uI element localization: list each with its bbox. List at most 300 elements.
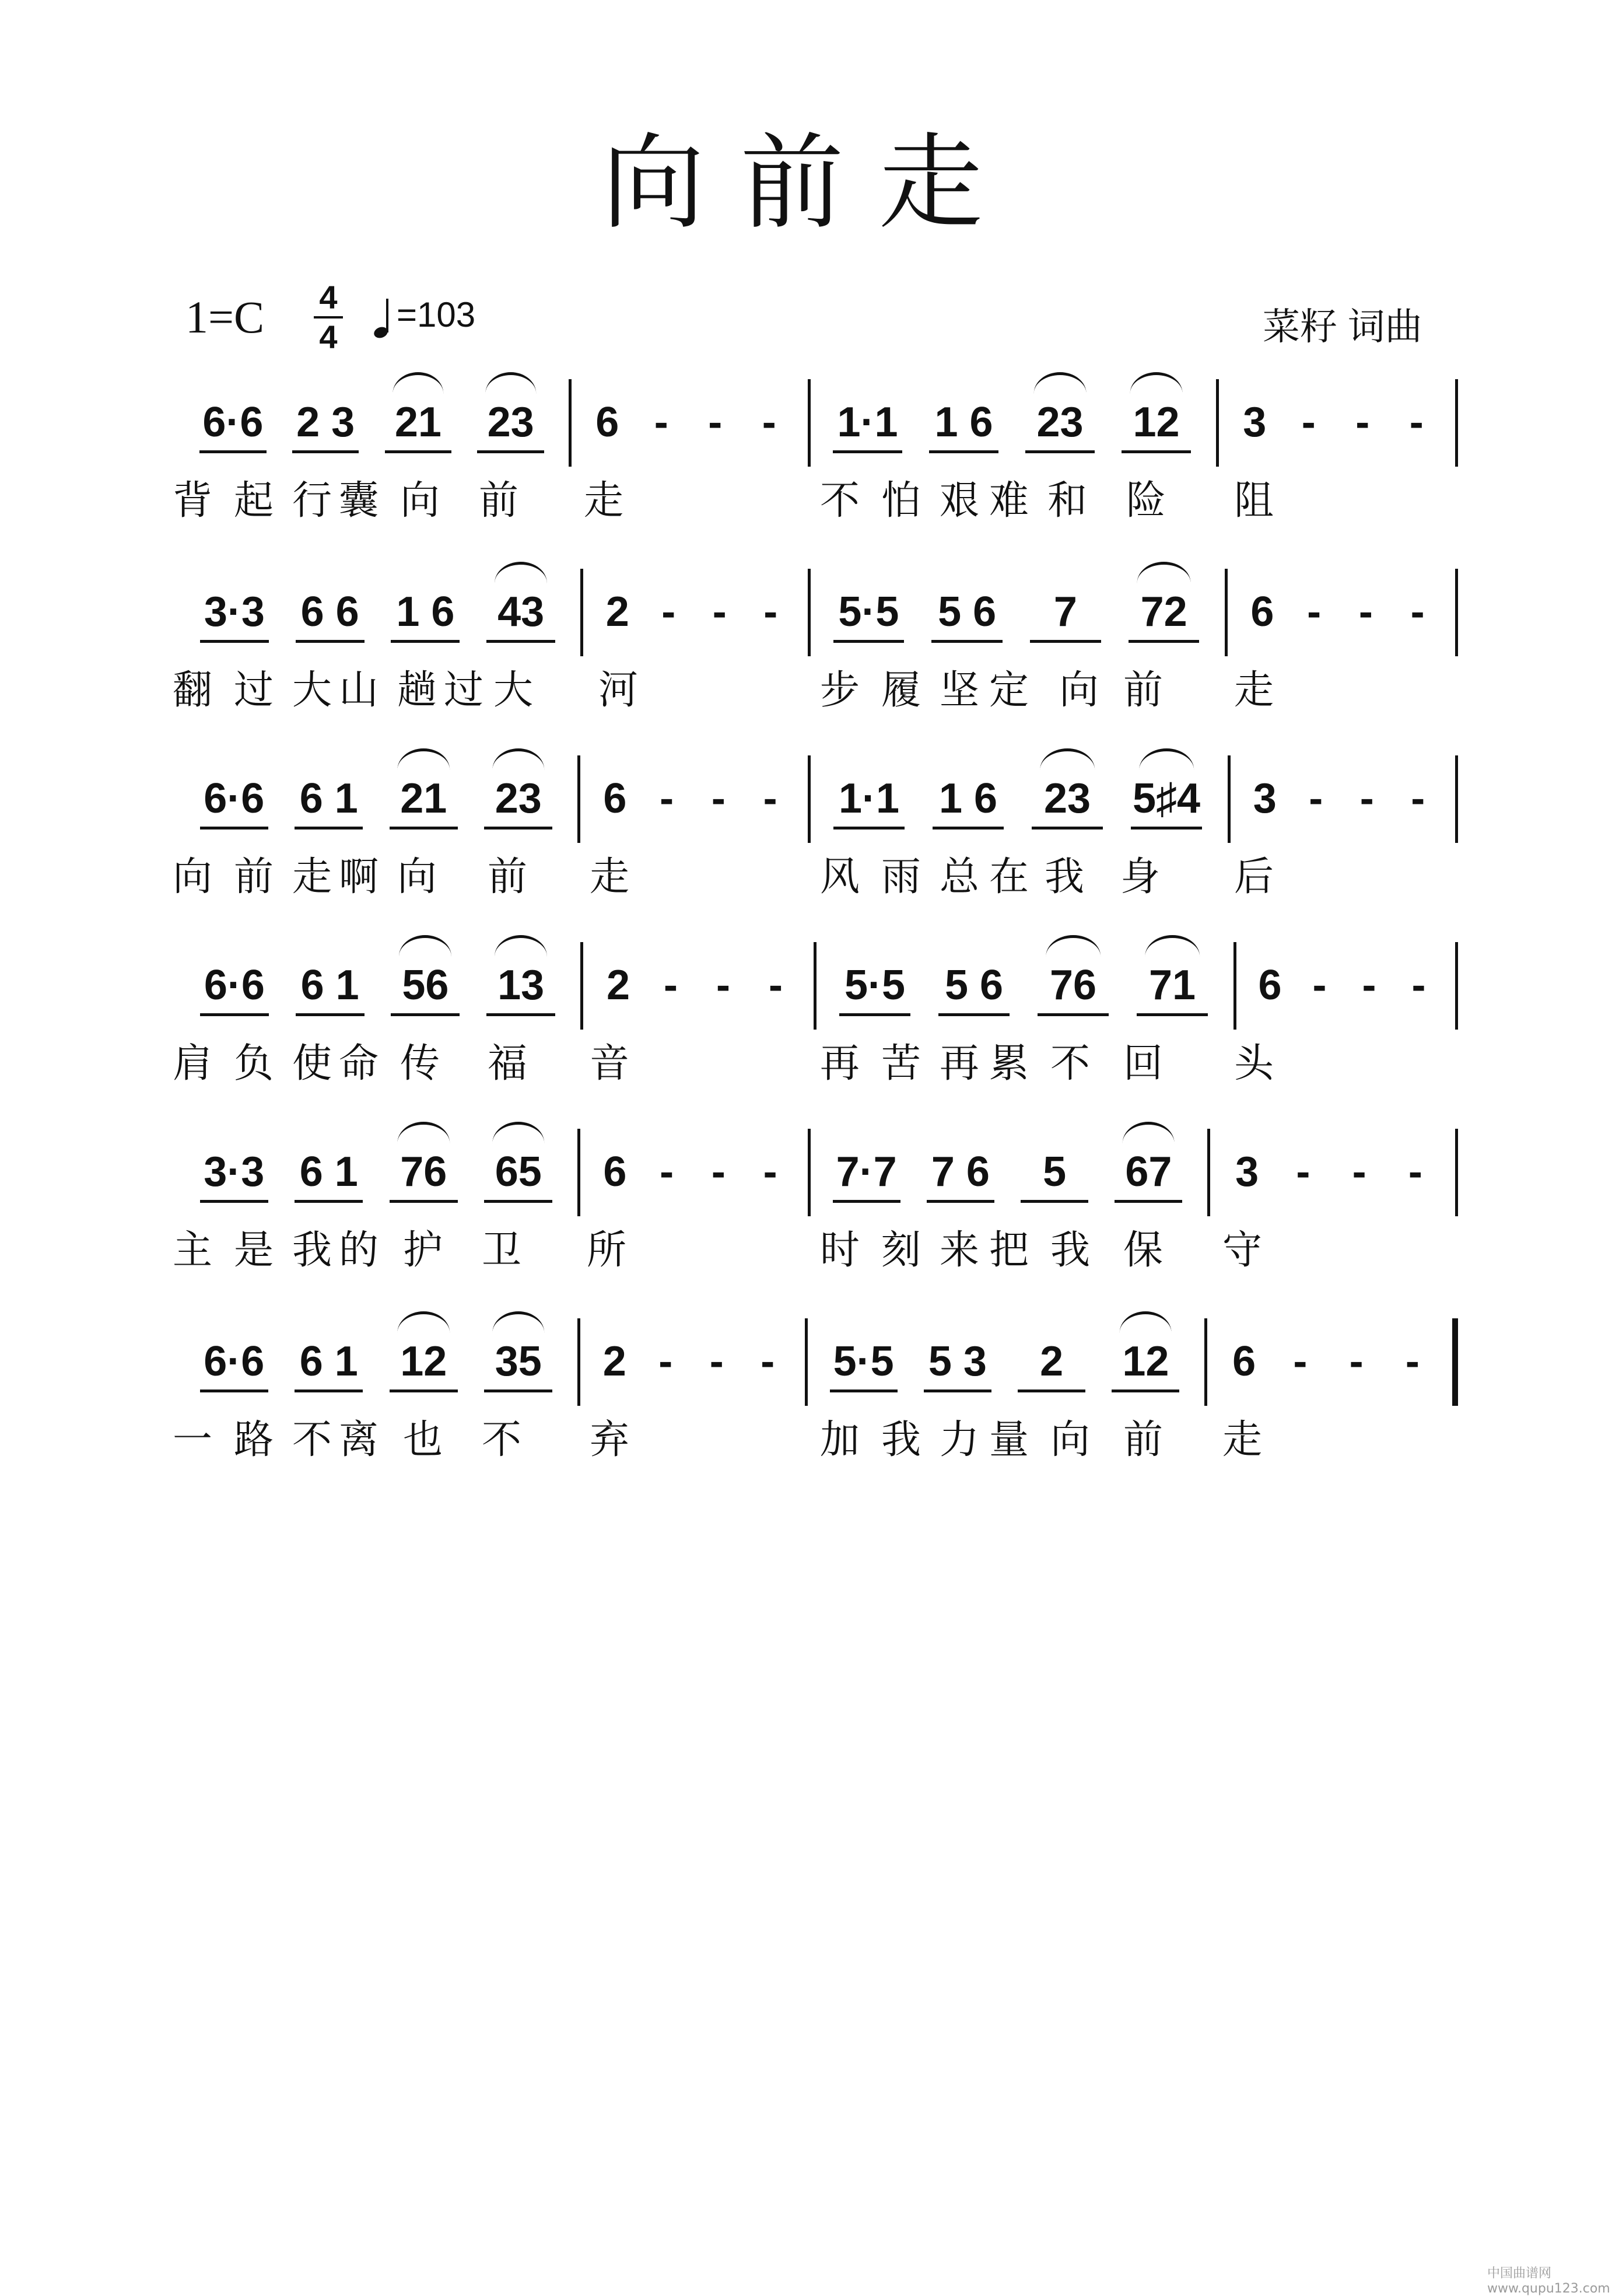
beam-underline <box>486 1013 555 1016</box>
slur-arc <box>495 562 547 583</box>
lyric-character: 音 <box>589 1041 630 1087</box>
beam-underline <box>1115 1200 1182 1203</box>
beam-underline <box>295 1200 363 1203</box>
note-group: 5·5 <box>833 1338 894 1385</box>
lyric-character: 走 <box>1222 1417 1263 1463</box>
lyric-character: 向 <box>400 478 440 524</box>
note-group: 1 6 <box>396 589 455 635</box>
hold-dash: - <box>1362 962 1376 1009</box>
lyric-character: 前 <box>487 854 528 900</box>
hold-dash: - <box>769 962 783 1009</box>
beam-underline <box>295 1390 363 1392</box>
lyric-character: 苦 <box>881 1041 921 1087</box>
note-group: 56 <box>402 962 449 1009</box>
time-signature-bottom: 4 <box>319 318 338 355</box>
hold-dash: - <box>763 775 777 822</box>
hold-dash: - <box>1355 399 1370 446</box>
beam-underline <box>1038 1013 1109 1016</box>
score-system <box>0 1129 1619 1304</box>
barline <box>1455 942 1458 1030</box>
lyric-character: 后 <box>1233 854 1274 900</box>
hold-dash: - <box>660 1149 674 1195</box>
note-group: 23 <box>1036 399 1084 446</box>
note-group: 6 1 <box>300 962 359 1009</box>
lyric-character: 定 <box>989 667 1029 713</box>
barline <box>1233 942 1236 1030</box>
score-system <box>0 942 1619 1117</box>
beam-underline <box>1025 450 1095 453</box>
slur-arc <box>1120 1311 1172 1333</box>
lyric-character: 趟 <box>397 667 437 713</box>
note-group: 2 <box>602 1338 626 1385</box>
song-title: 向前走 <box>601 123 1018 243</box>
beam-underline <box>1021 1200 1088 1203</box>
note-group: 2 <box>1040 1338 1064 1385</box>
beam-underline <box>1032 827 1103 830</box>
lyrics-row <box>0 1227 1619 1283</box>
lyric-character: 卫 <box>481 1227 522 1273</box>
note-group: 21 <box>400 775 447 822</box>
beam-underline <box>200 1390 268 1392</box>
lyric-character: 险 <box>1126 478 1166 524</box>
hold-dash: - <box>1293 1338 1308 1385</box>
beam-underline <box>931 640 1003 643</box>
lyric-character: 过 <box>233 667 274 713</box>
lyric-character: 行 <box>292 478 332 524</box>
slur-arc <box>495 935 547 957</box>
barline <box>805 1318 808 1406</box>
beam-underline <box>927 1200 994 1203</box>
beam-underline <box>391 640 460 643</box>
note-group: 6 <box>595 399 619 446</box>
lyric-character: 我 <box>881 1417 921 1463</box>
lyric-character: 所 <box>586 1227 627 1273</box>
note-group: 6 <box>603 775 627 822</box>
beam-underline <box>477 450 544 453</box>
quarter-note-icon <box>373 296 393 340</box>
slur-arc <box>492 748 544 770</box>
lyric-character: 保 <box>1123 1227 1164 1273</box>
lyric-character: 大 <box>493 667 534 713</box>
tempo-marking: =103 <box>397 295 476 334</box>
hold-dash: - <box>658 1338 673 1385</box>
barline <box>1204 1318 1207 1406</box>
beam-underline <box>933 827 1004 830</box>
lyric-character: 回 <box>1123 1041 1164 1087</box>
composer-credit: 菜籽 词曲 <box>1263 306 1422 348</box>
note-group: 6 <box>1258 962 1282 1009</box>
barline <box>808 755 811 843</box>
beam-underline <box>390 1200 458 1203</box>
beam-underline <box>390 827 458 830</box>
lyric-character: 过 <box>443 667 484 713</box>
hold-dash: - <box>712 589 727 635</box>
note-group: 7 <box>1053 589 1077 635</box>
hold-dash: - <box>1309 775 1323 822</box>
barline <box>1228 755 1231 843</box>
barline <box>1455 755 1458 843</box>
hold-dash: - <box>763 1149 777 1195</box>
lyric-character: 来 <box>939 1227 980 1273</box>
hold-dash: - <box>763 589 778 635</box>
hold-dash: - <box>1409 399 1424 446</box>
hold-dash: - <box>1405 1338 1420 1385</box>
lyric-character: 艰 <box>939 478 980 524</box>
lyric-character: 时 <box>819 1227 860 1273</box>
lyric-character: 累 <box>989 1041 1029 1087</box>
lyric-character: 负 <box>233 1041 274 1087</box>
lyrics-row <box>0 854 1619 910</box>
beam-underline <box>484 1390 552 1392</box>
hold-dash: - <box>1296 1149 1310 1195</box>
lyric-character: 不 <box>1050 1041 1091 1087</box>
lyric-character: 走 <box>583 478 624 524</box>
lyric-character: 前 <box>1123 667 1164 713</box>
beam-underline <box>200 1200 268 1203</box>
hold-dash: - <box>1349 1338 1364 1385</box>
lyric-character: 护 <box>402 1227 443 1273</box>
lyric-character: 我 <box>1050 1227 1091 1273</box>
lyric-character: 向 <box>397 854 437 900</box>
note-group: 72 <box>1140 589 1187 635</box>
lyrics-row <box>0 1417 1619 1473</box>
barline <box>580 569 583 656</box>
beam-underline <box>1137 1013 1208 1016</box>
notation-row <box>0 755 1619 843</box>
lyric-character: 囊 <box>338 478 379 524</box>
beam-underline <box>830 1390 898 1392</box>
lyric-character: 头 <box>1233 1041 1274 1087</box>
lyric-character: 离 <box>338 1417 379 1463</box>
lyric-character: 雨 <box>881 854 921 900</box>
hold-dash: - <box>654 399 668 446</box>
note-group: 6·6 <box>204 1338 265 1385</box>
lyric-character: 起 <box>233 478 274 524</box>
beam-underline <box>924 1390 991 1392</box>
note-group: 12 <box>1133 399 1180 446</box>
barline <box>580 942 583 1030</box>
lyric-character: 一 <box>172 1417 213 1463</box>
beam-underline <box>1112 1390 1179 1392</box>
lyric-character: 步 <box>819 667 860 713</box>
lyric-character: 主 <box>172 1227 213 1273</box>
note-group: 35 <box>495 1338 542 1385</box>
note-group: 2 <box>605 589 629 635</box>
note-group: 1·1 <box>838 775 900 822</box>
beam-underline <box>390 1390 458 1392</box>
hold-dash: - <box>1312 962 1327 1009</box>
score-system <box>0 379 1619 554</box>
note-group: 6 <box>1250 589 1274 635</box>
lyric-character: 也 <box>402 1417 443 1463</box>
beam-underline <box>200 1013 269 1016</box>
lyric-character: 使 <box>292 1041 332 1087</box>
note-group: 1·1 <box>837 399 898 446</box>
lyric-character: 坚 <box>939 667 980 713</box>
hold-dash: - <box>762 399 776 446</box>
slur-arc <box>492 1122 544 1143</box>
note-group: 5♯4 <box>1132 775 1201 822</box>
note-group: 23 <box>495 775 542 822</box>
beam-underline <box>833 1200 900 1203</box>
slur-arc <box>398 1311 450 1333</box>
beam-underline <box>833 640 905 643</box>
note-group: 12 <box>400 1338 447 1385</box>
score-system <box>0 755 1619 930</box>
lyric-character: 加 <box>819 1417 860 1463</box>
hold-dash: - <box>708 399 723 446</box>
barline <box>1225 569 1228 656</box>
score-system <box>0 569 1619 744</box>
slur-arc <box>398 748 450 770</box>
slur-arc <box>393 372 443 394</box>
note-group: 3 <box>1235 1149 1259 1195</box>
notation-row <box>0 1318 1619 1406</box>
beam-underline <box>1018 1390 1085 1392</box>
watermark: 中国曲谱网 www.qupu123.com <box>1487 2266 1610 2296</box>
note-group: 5 6 <box>938 589 997 635</box>
lyric-character: 再 <box>819 1041 860 1087</box>
note-group: 6·6 <box>202 399 264 446</box>
barline <box>577 755 580 843</box>
note-group: 13 <box>497 962 545 1009</box>
barline <box>1216 379 1219 467</box>
lyric-character: 走 <box>292 854 332 900</box>
beam-underline <box>292 450 359 453</box>
note-group: 67 <box>1125 1149 1172 1195</box>
note-group: 3·3 <box>204 1149 265 1195</box>
lyrics-row <box>0 478 1619 534</box>
lyric-character: 把 <box>989 1227 1029 1273</box>
slur-arc <box>1130 372 1183 394</box>
note-group: 12 <box>1122 1338 1169 1385</box>
notation-row <box>0 942 1619 1030</box>
time-signature-top: 4 <box>319 279 338 316</box>
slur-arc <box>1139 748 1194 770</box>
beam-underline <box>200 640 269 643</box>
note-group: 5 3 <box>928 1338 987 1385</box>
hold-dash: - <box>1358 589 1373 635</box>
hold-dash: - <box>1411 962 1426 1009</box>
notation-row <box>0 1129 1619 1216</box>
barline <box>808 569 811 656</box>
barline <box>1207 1129 1210 1216</box>
lyrics-row <box>0 1041 1619 1097</box>
note-group: 71 <box>1148 962 1196 1009</box>
lyric-character: 我 <box>292 1227 332 1273</box>
lyric-character: 不 <box>481 1417 522 1463</box>
notation-row <box>0 379 1619 467</box>
hold-dash: - <box>761 1338 775 1385</box>
hold-dash: - <box>709 1338 724 1385</box>
hold-dash: - <box>711 1149 726 1195</box>
lyric-character: 是 <box>233 1227 274 1273</box>
beam-underline <box>833 827 905 830</box>
hold-dash: - <box>660 775 674 822</box>
lyric-character: 大 <box>292 667 332 713</box>
hold-dash: - <box>1352 1149 1366 1195</box>
note-group: 5 <box>1043 1149 1067 1195</box>
slur-arc <box>1033 372 1087 394</box>
barline <box>1455 379 1458 467</box>
beam-underline <box>200 827 268 830</box>
note-group: 6·6 <box>204 775 265 822</box>
note-group: 6 1 <box>299 1149 358 1195</box>
beam-underline <box>391 1013 460 1016</box>
note-group: 43 <box>497 589 545 635</box>
lyric-character: 向 <box>1059 667 1099 713</box>
lyric-character: 难 <box>989 478 1029 524</box>
slur-arc <box>485 372 536 394</box>
beam-underline <box>484 1200 552 1203</box>
note-group: 7·7 <box>836 1149 897 1195</box>
note-group: 23 <box>487 399 534 446</box>
hold-dash: - <box>711 775 726 822</box>
note-group: 5·5 <box>838 589 899 635</box>
hold-dash: - <box>1408 1149 1422 1195</box>
lyric-character: 不 <box>292 1417 332 1463</box>
barline <box>808 379 811 467</box>
beam-underline <box>1129 640 1200 643</box>
note-group: 6·6 <box>204 962 265 1009</box>
hold-dash: - <box>1410 589 1425 635</box>
lyric-character: 肩 <box>172 1041 213 1087</box>
lyric-character: 在 <box>989 854 1029 900</box>
note-group: 6 1 <box>299 775 358 822</box>
hold-dash: - <box>716 962 730 1009</box>
hold-dash: - <box>664 962 678 1009</box>
barline <box>577 1318 580 1406</box>
lyric-character: 路 <box>233 1417 274 1463</box>
lyric-character: 刻 <box>881 1227 921 1273</box>
lyric-character: 翻 <box>172 667 213 713</box>
beam-underline <box>839 1013 910 1016</box>
key-signature: 1=C <box>185 292 265 342</box>
lyric-character: 的 <box>338 1227 379 1273</box>
slur-arc <box>1046 935 1101 957</box>
note-group: 21 <box>394 399 441 446</box>
barline <box>1455 1129 1458 1216</box>
note-group: 3·3 <box>204 589 265 635</box>
lyric-character: 前 <box>478 478 519 524</box>
lyric-character: 量 <box>989 1417 1029 1463</box>
lyric-character: 我 <box>1044 854 1085 900</box>
note-group: 6 <box>1232 1338 1256 1385</box>
slur-arc <box>1137 562 1191 583</box>
note-group: 1 6 <box>938 775 998 822</box>
beam-underline <box>385 450 451 453</box>
lyric-character: 前 <box>233 854 274 900</box>
lyric-character: 再 <box>939 1041 980 1087</box>
lyric-character: 总 <box>939 854 980 900</box>
lyric-character: 前 <box>1123 1417 1164 1463</box>
beam-underline <box>486 640 555 643</box>
note-group: 2 <box>606 962 630 1009</box>
slur-arc <box>1123 1122 1175 1143</box>
slur-arc <box>1040 748 1095 770</box>
lyric-character: 向 <box>1050 1417 1091 1463</box>
score-system <box>0 1318 1619 1493</box>
lyric-character: 风 <box>819 854 860 900</box>
lyric-character: 力 <box>939 1417 980 1463</box>
beam-underline <box>484 827 552 830</box>
lyric-character: 身 <box>1120 854 1161 900</box>
lyric-character: 传 <box>400 1041 440 1087</box>
note-group: 3 <box>1243 399 1267 446</box>
hold-dash: - <box>661 589 676 635</box>
lyric-character: 弃 <box>589 1417 630 1463</box>
beam-underline <box>1122 450 1191 453</box>
slur-arc <box>492 1311 544 1333</box>
beam-underline <box>296 640 365 643</box>
barline <box>569 379 572 467</box>
beam-underline <box>295 827 363 830</box>
lyric-character: 走 <box>589 854 630 900</box>
note-group: 1 6 <box>934 399 993 446</box>
lyric-character: 河 <box>598 667 639 713</box>
lyric-character: 不 <box>819 478 860 524</box>
beam-underline <box>1030 640 1101 643</box>
slur-arc <box>399 935 451 957</box>
slur-arc <box>1145 935 1200 957</box>
beam-underline <box>199 450 266 453</box>
note-group: 76 <box>1049 962 1097 1009</box>
lyrics-row <box>0 667 1619 723</box>
barline <box>577 1129 580 1216</box>
lyric-character: 怕 <box>881 478 921 524</box>
hold-dash: - <box>1307 589 1322 635</box>
beam-underline <box>1131 827 1202 830</box>
lyric-character: 守 <box>1222 1227 1263 1273</box>
lyric-character: 啊 <box>338 854 379 900</box>
note-group: 6 6 <box>300 589 359 635</box>
notation-row <box>0 569 1619 656</box>
beam-underline <box>929 450 998 453</box>
note-group: 65 <box>495 1149 542 1195</box>
lyric-character: 履 <box>881 667 921 713</box>
beam-underline <box>938 1013 1010 1016</box>
note-group: 5 6 <box>944 962 1004 1009</box>
note-group: 6 1 <box>299 1338 358 1385</box>
hold-dash: - <box>1359 775 1374 822</box>
final-barline <box>1452 1318 1458 1406</box>
lyric-character: 命 <box>338 1041 379 1087</box>
hold-dash: - <box>1301 399 1316 446</box>
barline <box>808 1129 811 1216</box>
lyric-character: 背 <box>172 478 213 524</box>
lyric-character: 山 <box>338 667 379 713</box>
barline <box>814 942 816 1030</box>
lyric-character: 向 <box>172 854 213 900</box>
time-signature <box>314 281 343 354</box>
note-group: 23 <box>1043 775 1091 822</box>
note-group: 2 3 <box>296 399 355 446</box>
note-group: 6 <box>603 1149 627 1195</box>
note-group: 5·5 <box>844 962 906 1009</box>
lyric-character: 阻 <box>1233 478 1274 524</box>
barline <box>1455 569 1458 656</box>
note-group: 7 6 <box>931 1149 990 1195</box>
lyric-character: 福 <box>487 1041 528 1087</box>
beam-underline <box>833 450 902 453</box>
hold-dash: - <box>1411 775 1425 822</box>
lyric-character: 走 <box>1233 667 1274 713</box>
note-group: 3 <box>1253 775 1277 822</box>
lyric-character: 和 <box>1047 478 1088 524</box>
beam-underline <box>296 1013 365 1016</box>
slur-arc <box>398 1122 450 1143</box>
note-group: 76 <box>400 1149 447 1195</box>
